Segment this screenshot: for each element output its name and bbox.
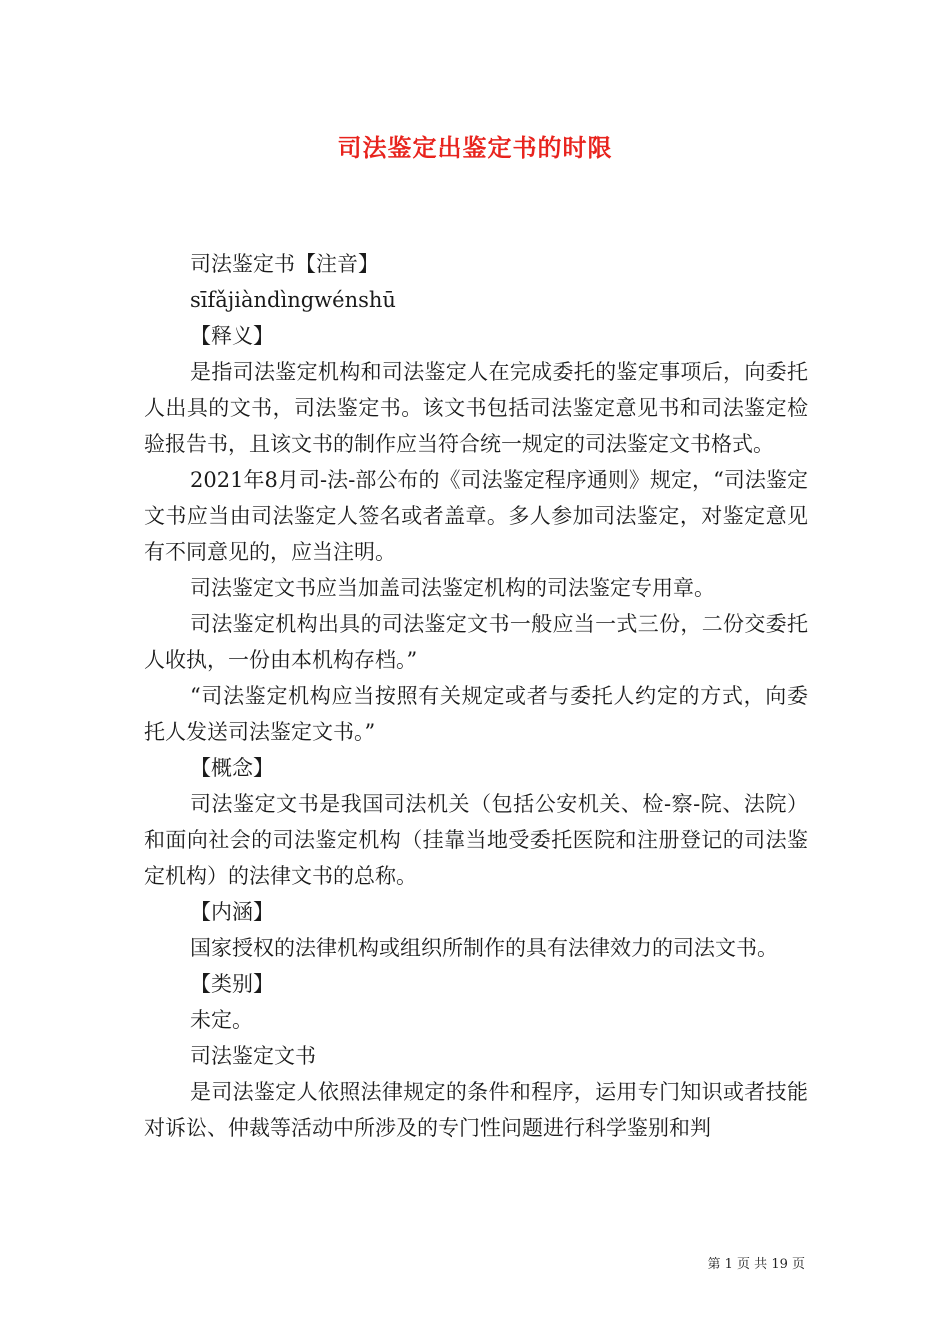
paragraph: 【内涵】 [190,900,274,924]
paragraph: “司法鉴定机构应当按照有关规定或者与委托人约定的方式，向委托人发送司法鉴定文书。” [144,684,808,744]
document-body [144,246,808,1146]
paragraph: 未定。 [190,1008,253,1032]
paragraph: 司法鉴定文书应当加盖司法鉴定机构的司法鉴定专用章。 [190,576,715,600]
paragraph: 2021年8月司-法-部公布的《司法鉴定程序通则》规定，“司法鉴定文书应当由司法鉴定人签名或者盖章。多人参加司法鉴定，对鉴定意见有不同意见的，应当注明。 [144,468,808,564]
paragraph: 司法鉴定文书 [190,1044,316,1068]
document-title: 司法鉴定出鉴定书的时限 [337,133,613,162]
paragraph: 国家授权的法律机构或组织所制作的具有法律效力的司法文书。 [190,936,778,960]
paragraph: 司法鉴定书【注音】 [190,252,379,276]
paragraph: 司法鉴定文书是我国司法机关（包括公安机关、检-察-院、法院）和面向社会的司法鉴定机构（挂靠当地受委托医院和注册登记的司法鉴定机构）的法律文书的总称。 [144,792,808,888]
paragraph: sīfǎjiàndìngwénshū [190,288,396,312]
paragraph: 是司法鉴定人依照法律规定的条件和程序，运用专门知识或者技能对诉讼、仲裁等活动中所涉及的专门性问题进行科学鉴别和判 [144,1080,808,1140]
page-number-footer: 第 1 页 共 19 页 [707,1257,805,1272]
paragraph: 【概念】 [190,756,274,780]
paragraph: 【释义】 [190,324,274,348]
paragraph: 【类别】 [190,972,274,996]
paragraph: 是指司法鉴定机构和司法鉴定人在完成委托的鉴定事项后，向委托人出具的文书，司法鉴定书。该文书包括司法鉴定意见书和司法鉴定检验报告书，且该文书的制作应当符合统一规定的司法鉴定文书格式。 [144,360,808,456]
paragraph: 司法鉴定机构出具的司法鉴定文书一般应当一式三份，二份交委托人收执，一份由本机构存档。” [144,612,808,672]
